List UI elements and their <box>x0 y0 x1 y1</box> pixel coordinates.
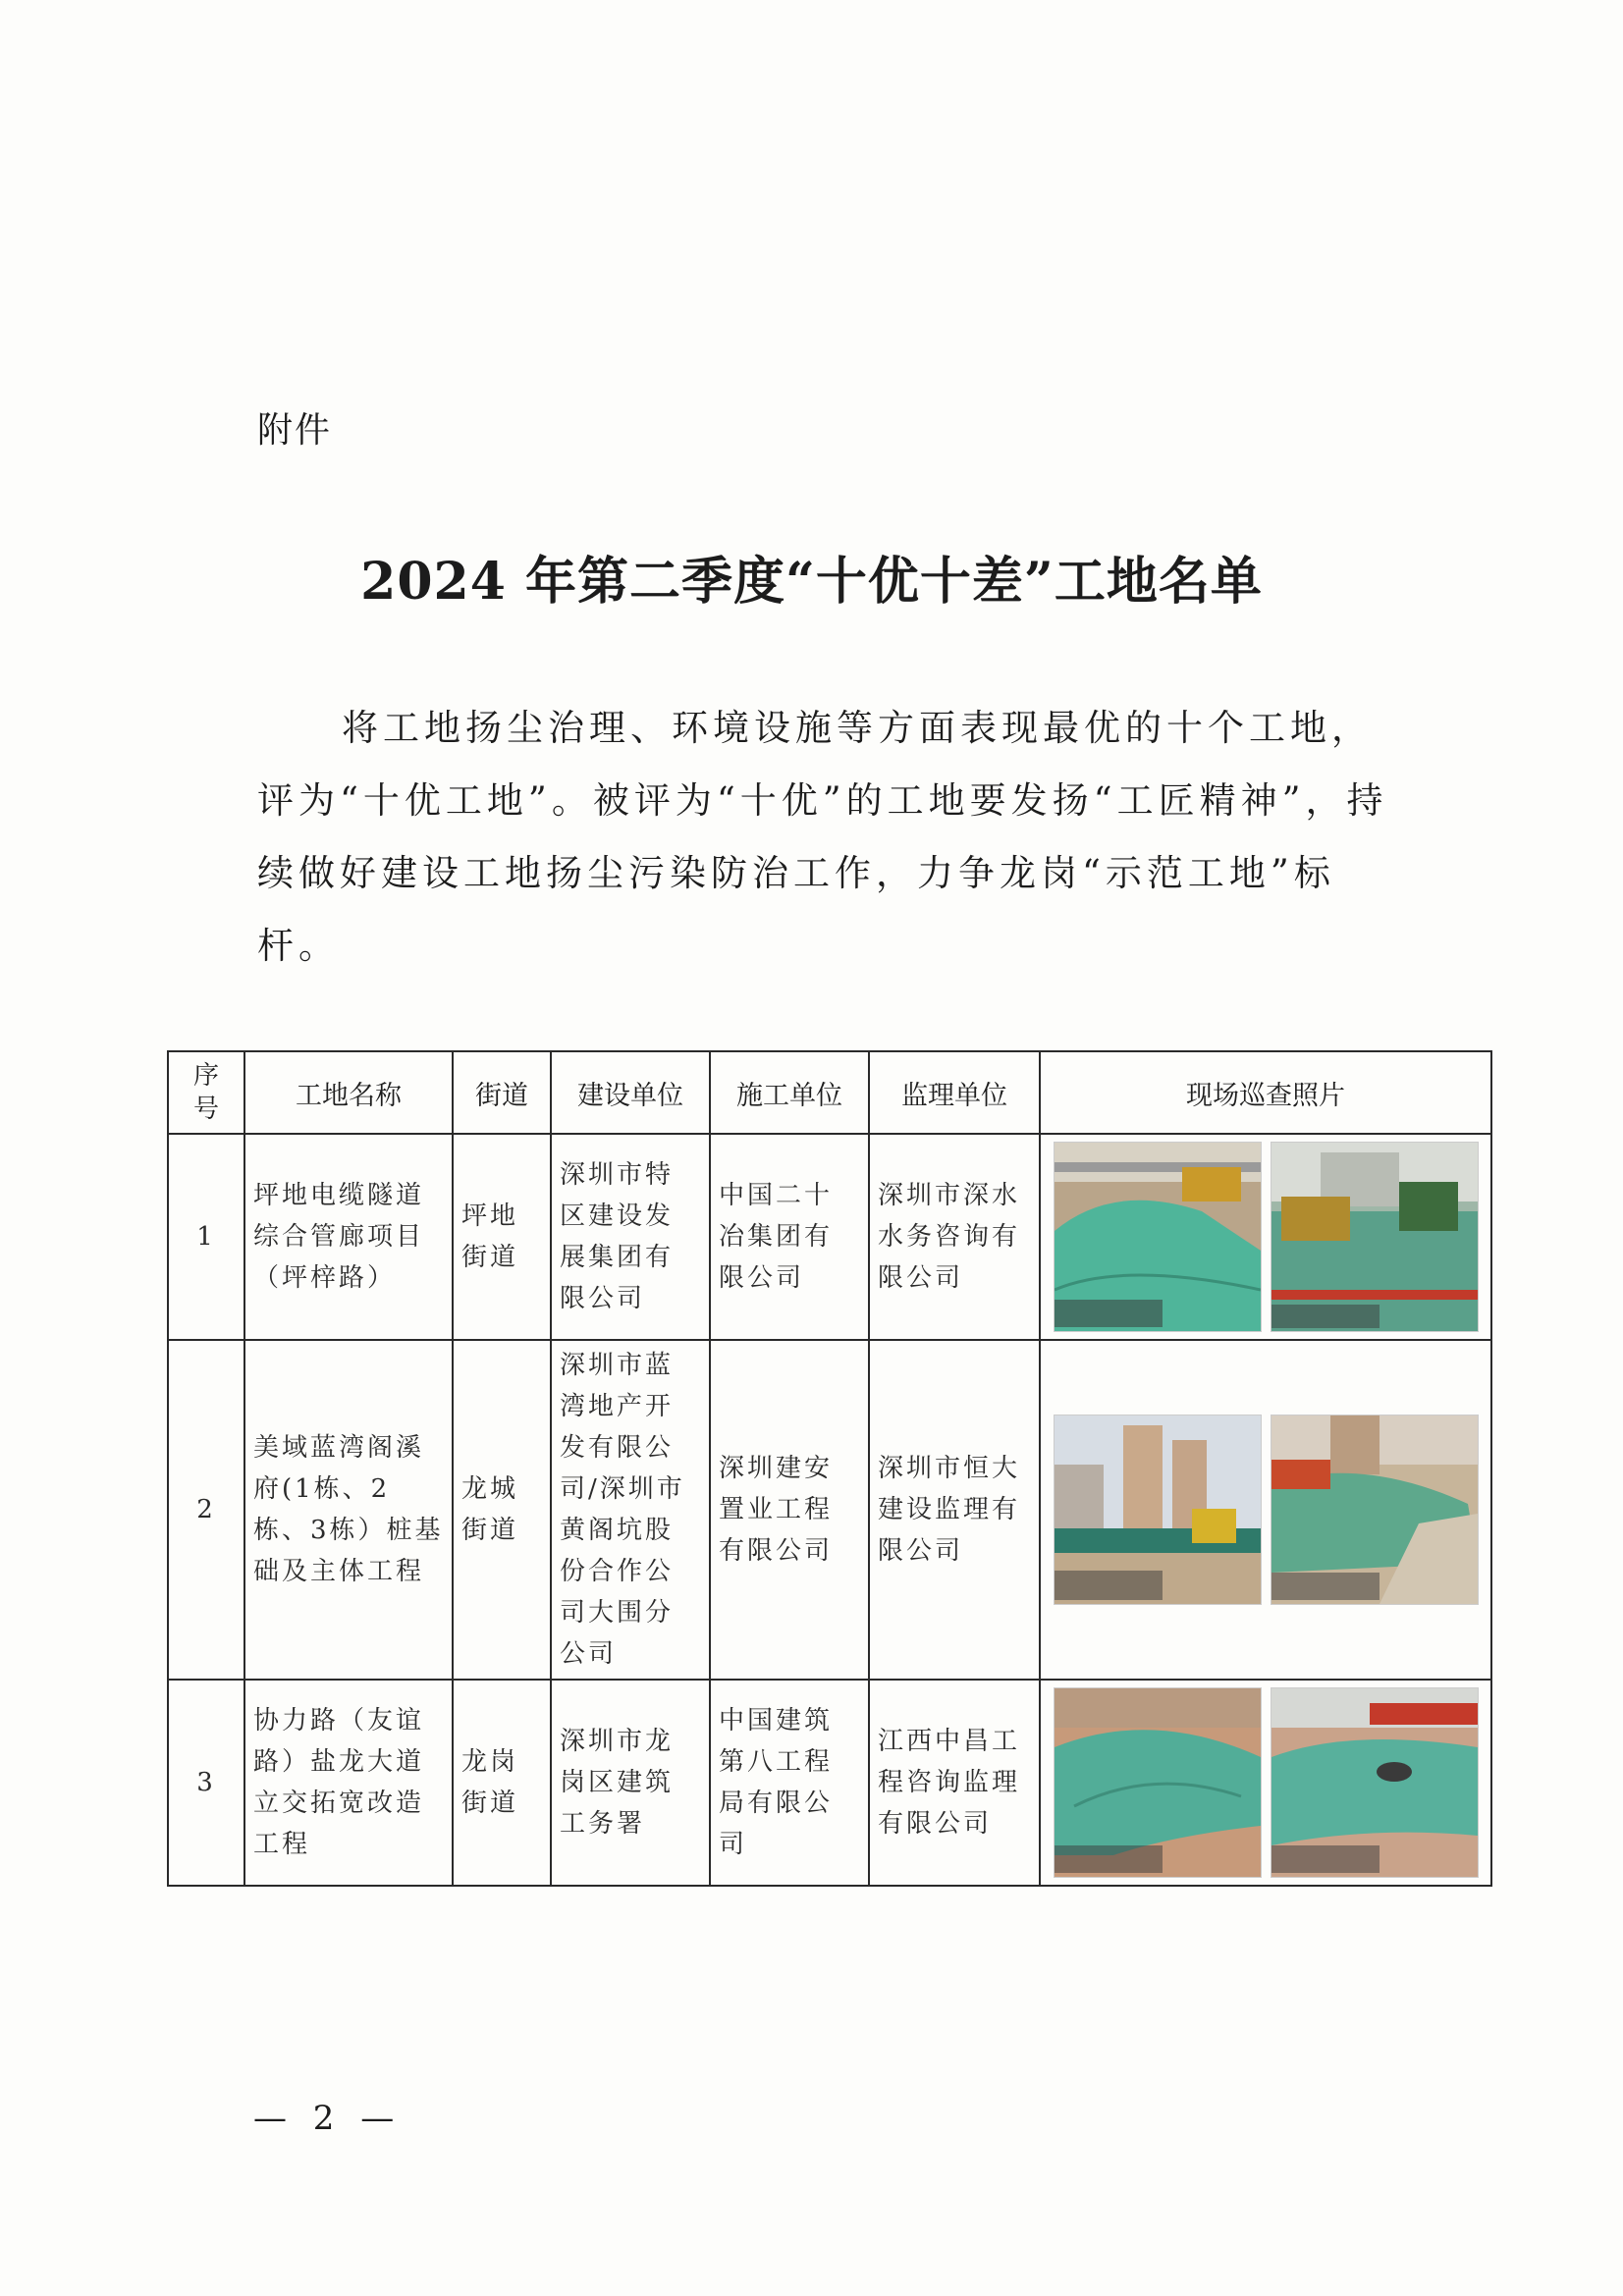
cell-supervisor: 深圳市恒大建设监理有限公司 <box>869 1340 1040 1680</box>
cell-developer: 深圳市蓝湾地产开发有限公司/深圳市黄阁坑股份合作公司大围分公司 <box>551 1340 710 1680</box>
cell-photos <box>1040 1340 1491 1680</box>
table-row <box>168 1340 1491 1680</box>
intro-paragraph: 将工地扬尘治理、环境设施等方面表现最优的十个工地，评为“十优工地”。被评为“十优”的工地要发扬“工匠精神”，持续做好建设工地扬尘污染防治工作，力争龙岗“示范工地”标杆。 <box>257 707 1388 967</box>
cell-photos <box>1040 1134 1491 1340</box>
site-photo <box>1271 1142 1479 1332</box>
cell-supervisor: 深圳市深水水务咨询有限公司 <box>869 1134 1040 1340</box>
header-site-name: 工地名称 <box>244 1051 453 1134</box>
site-photo <box>1054 1142 1262 1332</box>
site-photo <box>1271 1687 1479 1878</box>
cell-site-name: 坪地电缆隧道综合管廊项目（坪梓路） <box>244 1134 453 1340</box>
cell-index: 1 <box>168 1134 244 1340</box>
site-photo <box>1054 1415 1262 1605</box>
document-title: 2024 年第二季度“十优十差”工地名单 <box>360 552 1263 612</box>
table-row <box>168 1134 1491 1340</box>
header-street: 街道 <box>453 1051 551 1134</box>
site-photo <box>1054 1687 1262 1878</box>
cell-photos <box>1040 1680 1491 1886</box>
header-supervisor: 监理单位 <box>869 1051 1040 1134</box>
cell-index: 2 <box>168 1340 244 1680</box>
cell-street: 龙岗街道 <box>453 1680 551 1886</box>
cell-street: 坪地街道 <box>453 1134 551 1340</box>
attachment-label: 附件 <box>257 410 333 451</box>
cell-developer: 深圳市龙岗区建筑工务署 <box>551 1680 710 1886</box>
header-developer: 建设单位 <box>551 1051 710 1134</box>
table-header-row <box>168 1051 1491 1134</box>
cell-index: 3 <box>168 1680 244 1886</box>
site-photo <box>1271 1415 1479 1605</box>
cell-supervisor: 江西中昌工程咨询监理有限公司 <box>869 1680 1040 1886</box>
header-photos: 现场巡查照片 <box>1040 1051 1491 1134</box>
cell-site-name: 美域蓝湾阁溪府(1栋、2栋、3栋）桩基础及主体工程 <box>244 1340 453 1680</box>
header-index: 序号 <box>168 1051 244 1134</box>
header-contractor: 施工单位 <box>710 1051 869 1134</box>
cell-developer: 深圳市特区建设发展集团有限公司 <box>551 1134 710 1340</box>
cell-contractor: 中国二十冶集团有限公司 <box>710 1134 869 1340</box>
cell-street: 龙城街道 <box>453 1340 551 1680</box>
table-row <box>168 1680 1491 1886</box>
cell-site-name: 协力路（友谊路）盐龙大道立交拓宽改造工程 <box>244 1680 453 1886</box>
cell-contractor: 中国建筑第八工程局有限公司 <box>710 1680 869 1886</box>
site-list-table <box>167 1050 1492 1887</box>
page-number: — 2 — <box>253 2099 403 2138</box>
cell-contractor: 深圳建安置业工程有限公司 <box>710 1340 869 1680</box>
